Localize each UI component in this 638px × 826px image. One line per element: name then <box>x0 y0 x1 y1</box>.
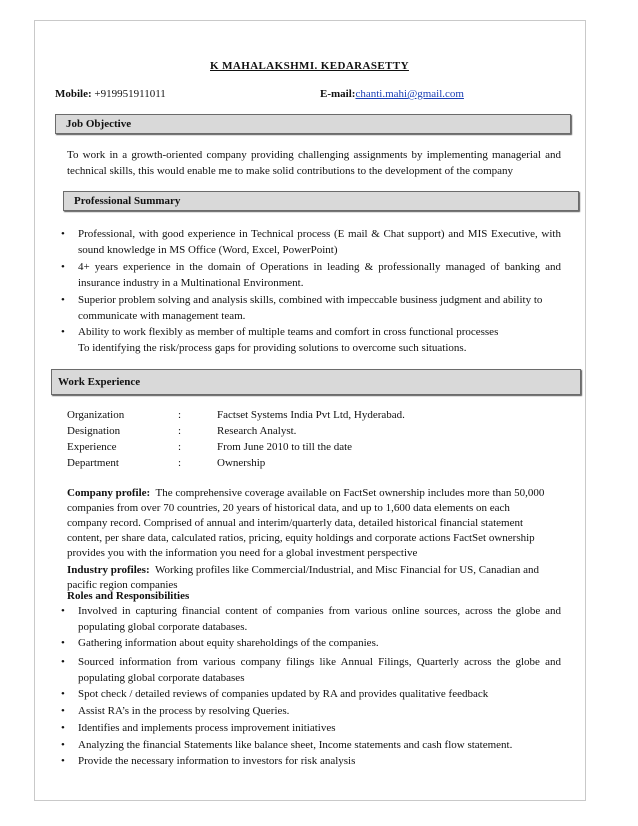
role-item <box>61 654 561 686</box>
role-text: Identifies and implements process improvement initiatives <box>78 722 336 734</box>
role-text: Spot check / detailed reviews of companies updated by RA and provides qualitative feedback <box>78 688 489 700</box>
job-detail-label: Organization <box>67 409 125 421</box>
bullet-icon: • <box>61 656 65 668</box>
summary-text: 4+ years experience in the domain of Operations in leading & professionally managed of banking and insurance industry in a Multinational Environment. <box>78 261 561 289</box>
bullet-icon: • <box>61 755 65 767</box>
bullet-icon: • <box>61 637 65 649</box>
role-item <box>61 720 561 736</box>
mobile-number: +919951911011 <box>94 88 166 100</box>
summary-item <box>61 226 561 258</box>
company-profile <box>67 486 549 561</box>
job-detail-value: Ownership <box>217 457 266 469</box>
role-text: Involved in capturing financial content of companies from various online sources, across the globe and populating global corporate databases. <box>78 605 561 633</box>
bullet-icon: • <box>61 261 65 273</box>
job-detail-row <box>67 455 547 471</box>
bullet-icon: • <box>61 705 65 717</box>
job-detail-value: Factset Systems India Pvt Ltd, Hyderabad. <box>217 409 405 421</box>
email-label: E-mail: <box>320 88 356 100</box>
summary-item <box>61 324 561 356</box>
bullet-icon: • <box>61 722 65 734</box>
role-text: Gathering information about equity shareholdings of the companies. <box>78 637 379 649</box>
role-text: Provide the necessary information to investors for risk analysis <box>78 755 356 767</box>
job-detail-value: Research Analyst. <box>217 425 297 437</box>
section-job-objective: Job Objective <box>55 114 571 134</box>
role-text: Sourced information from various company filings like Annual Filings, Quarterly across the globe and populating global corporate databases <box>78 656 561 684</box>
summary-text: Professional, with good experience in Technical process (E mail & Chat support) and MIS Executive, with sound knowledge in MS Office (Word, Excel, PowerPoint) <box>78 228 561 256</box>
section-professional-summary: Professional Summary <box>63 191 579 211</box>
bullet-icon: • <box>61 326 65 338</box>
job-detail-row <box>67 423 547 439</box>
company-profile-label: Company profile: <box>67 487 151 499</box>
job-detail-label: Department <box>67 457 119 469</box>
email-link[interactable]: chanti.mahi@gmail.com <box>355 88 464 100</box>
industry-profiles-text: Working profiles like Commercial/Industrial, and Misc Financial for US, Canadian and pacific region companies <box>67 564 539 591</box>
bullet-icon: • <box>61 688 65 700</box>
roles-heading: Roles and Responsibilities <box>67 590 190 602</box>
role-item <box>61 635 561 651</box>
job-detail-colon: : <box>178 409 182 421</box>
bullet-icon: • <box>61 294 65 306</box>
role-text: Analyzing the financial Statements like balance sheet, Income statements and cash flow statement. <box>78 739 513 751</box>
job-detail-colon: : <box>178 441 182 453</box>
job-detail-label: Experience <box>67 441 117 453</box>
role-item <box>61 686 561 702</box>
company-profile-text: The comprehensive coverage available on FactSet ownership includes more than 50,000 companies from over 70 countries, 20 years of historical data, and up to 1,600 data elements on each company record. Comprised of annual and interim/quarterly data, detailed historical financial statement content, per share data, calculated ratios, pricing, equity holdings and corporate actions FactSet ownership provides you with the information you need for a global investment perspective <box>67 487 545 559</box>
job-detail-colon: : <box>178 425 182 437</box>
bullet-icon: • <box>61 605 65 617</box>
mobile-line <box>55 88 166 100</box>
bullet-icon: • <box>61 739 65 751</box>
industry-profiles-label: Industry profiles: <box>67 564 150 576</box>
job-detail-value: From June 2010 to till the date <box>217 441 353 453</box>
bullet-icon: • <box>61 228 65 240</box>
summary-item <box>61 292 561 324</box>
job-detail-label: Designation <box>67 425 121 437</box>
role-text: Assist RA’s in the process by resolving Queries. <box>78 705 290 717</box>
section-work-experience: Work Experience <box>51 369 581 395</box>
role-item <box>61 703 561 719</box>
summary-text: Ability to work flexibly as member of multiple teams and comfort in cross functional processes <box>78 326 499 338</box>
role-item <box>61 737 561 753</box>
candidate-name: K MAHALAKSHMI. KEDARASETTY <box>210 60 409 72</box>
job-detail-row <box>67 439 547 455</box>
industry-profiles <box>67 563 549 593</box>
job-detail-colon: : <box>178 457 182 469</box>
role-item <box>61 603 561 635</box>
objective-text: To work in a growth-oriented company providing challenging assignments by implementing managerial and technical skills, this would enable me to make solid contributions to the development of the company <box>67 149 561 177</box>
summary-text: Superior problem solving and analysis skills, combined with impeccable business judgment and ability to communicate with management team. <box>78 294 543 322</box>
job-detail-row <box>67 407 547 423</box>
role-item <box>61 753 561 769</box>
summary-item <box>61 259 561 291</box>
email-line <box>320 88 464 100</box>
mobile-label: Mobile: <box>55 88 92 100</box>
summary-text-continued: To identifying the risk/process gaps for providing solutions to overcome such situations. <box>78 342 467 354</box>
